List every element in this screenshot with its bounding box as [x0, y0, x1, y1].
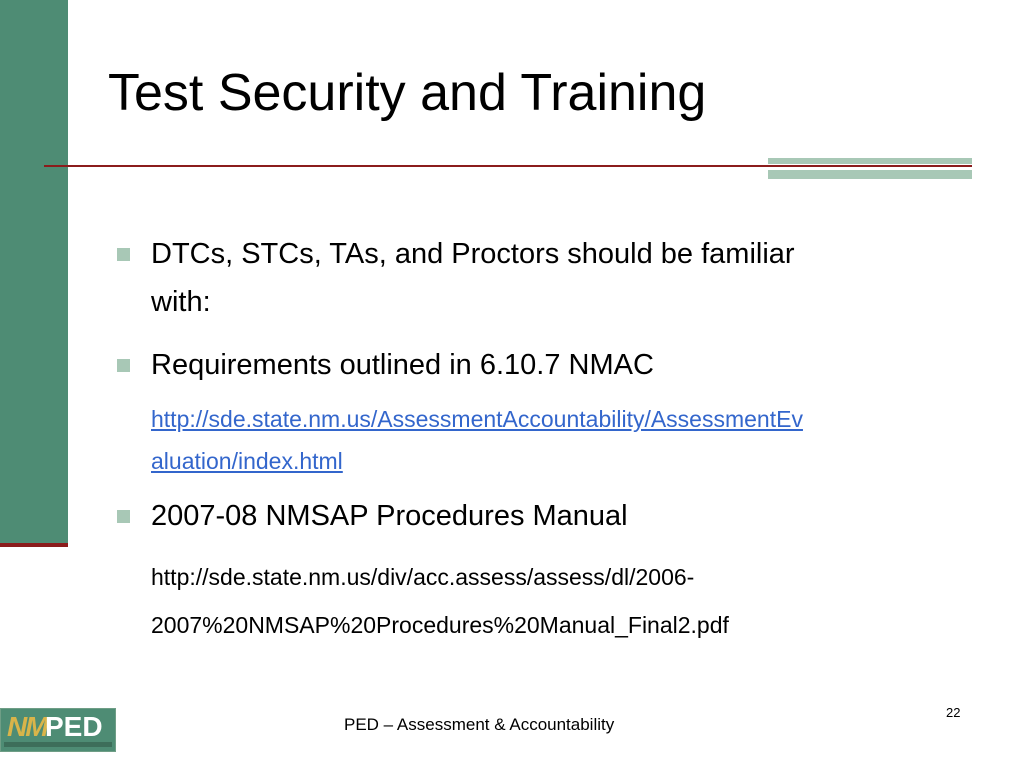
bullet-text-3 [151, 492, 628, 540]
bullet-1-line-2: with: [151, 286, 211, 318]
nmac-link-line-1[interactable]: http://sde.state.nm.us/AssessmentAccountability/AssessmentEv [151, 406, 803, 432]
bullet-marker-icon [117, 359, 130, 372]
nmac-link[interactable] [151, 398, 803, 482]
slide-title: Test Security and Training [108, 64, 707, 122]
title-accent-bar-lower [768, 170, 972, 179]
left-decorative-bar [0, 0, 68, 544]
procedures-url-line-1: http://sde.state.nm.us/div/acc.assess/assess/dl/2006- [151, 564, 695, 590]
bullet-3-line-1: 2007-08 NMSAP Procedures Manual [151, 500, 628, 532]
nmped-logo [0, 708, 116, 752]
title-divider [44, 165, 972, 167]
bullet-marker-icon [117, 248, 130, 261]
procedures-url-line-2: 2007%20NMSAP%20Procedures%20Manual_Final2.pdf [151, 612, 729, 638]
nmac-link-line-2[interactable]: aluation/index.html [151, 448, 343, 474]
bullet-marker-icon [117, 510, 130, 523]
bullet-text-1 [151, 230, 795, 326]
left-bar-rule [0, 543, 68, 547]
footer-text: PED – Assessment & Accountability [344, 715, 615, 734]
bullet-text-2 [151, 341, 654, 389]
logo-subtitle-strip [4, 742, 112, 747]
bullet-1-line-1: DTCs, STCs, TAs, and Proctors should be familiar [151, 238, 795, 270]
bullet-2-line-1: Requirements outlined in 6.10.7 NMAC [151, 349, 654, 381]
logo-ped-text: PED [45, 711, 103, 742]
page-number: 22 [946, 705, 961, 720]
procedures-manual-url [151, 553, 729, 649]
logo-nm-text: NM [7, 711, 47, 742]
title-accent-bar-upper [768, 158, 972, 164]
